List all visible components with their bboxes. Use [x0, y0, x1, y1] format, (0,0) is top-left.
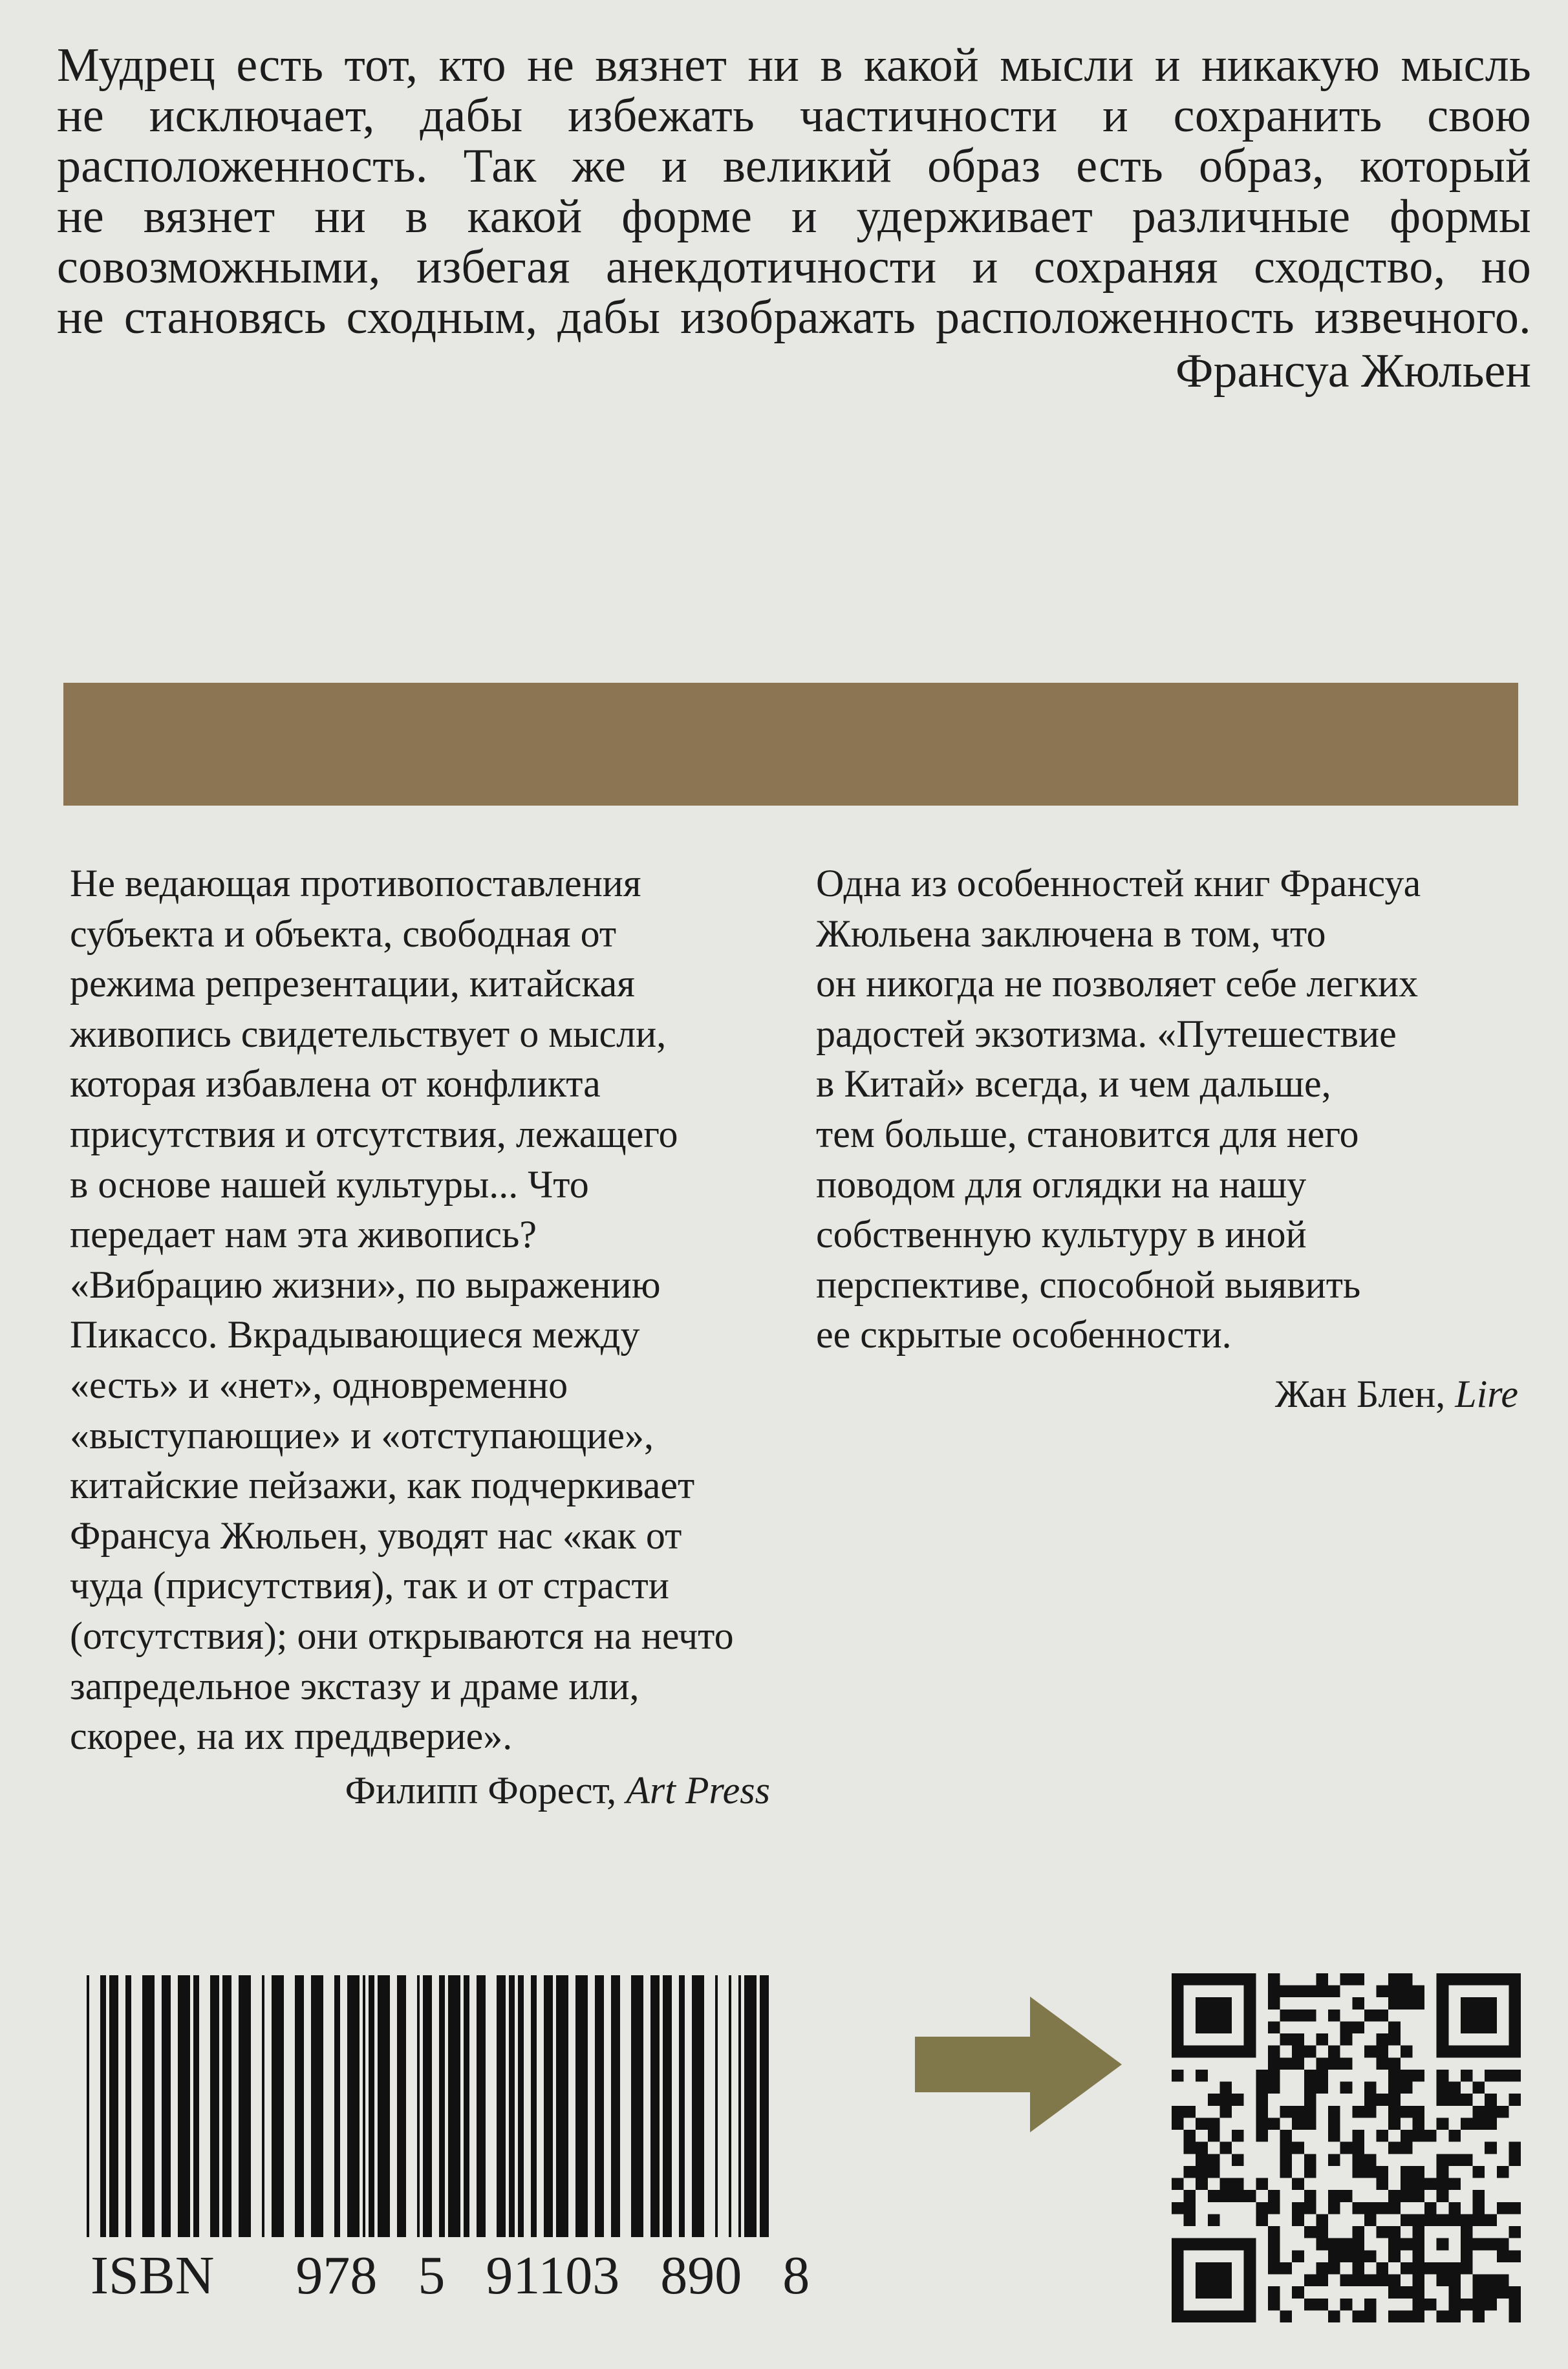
top-quote-author: Франсуа Жюльен	[1175, 345, 1531, 398]
top-quote-line: Мудрец есть тот, кто не вязнет ни в какой мысли и никакую мысль	[57, 39, 1531, 92]
arrow-right-icon	[915, 1997, 1122, 2132]
left-review-line: «Вибрацию жизни», по выражению	[70, 1263, 661, 1306]
top-quote-line: расположенность. Так же и великий образ есть образ, который	[57, 140, 1531, 193]
isbn-line	[91, 2244, 810, 2308]
top-quote-line: не вязнет ни в какой форме и удерживает различные формы	[57, 190, 1531, 243]
isbn-label: ISBN	[91, 2246, 215, 2306]
left-review-author-source: Art Press	[626, 1768, 770, 1812]
qr-code-icon	[1172, 1973, 1521, 2322]
right-review-line: Одна из особенностей книг Франсуа	[816, 862, 1421, 905]
right-review-line: поводом для оглядки на нашу	[816, 1163, 1307, 1206]
right-review-author	[816, 1368, 1518, 1420]
right-review	[816, 859, 1518, 1420]
left-review-line: режима репрезентации, китайская	[70, 962, 635, 1005]
left-review-line: чуда (присутствия), так и от страсти	[70, 1564, 669, 1607]
barcode-icon	[83, 1975, 771, 2237]
left-review	[70, 859, 768, 1816]
right-review-author-source: Lire	[1455, 1372, 1518, 1415]
right-review-line: собственную культуру в иной	[816, 1213, 1307, 1256]
left-review-line: в основе нашей культуры... Что	[70, 1163, 589, 1206]
left-review-line: присутствия и отсутствия, лежащего	[70, 1112, 678, 1155]
left-review-line: передает нам эта живопись?	[70, 1213, 537, 1256]
left-review-line: китайские пейзажи, как подчеркивает	[70, 1464, 695, 1507]
top-quote-line: совозможными, избегая анекдотичности и сохраняя сходство, но	[57, 241, 1531, 294]
right-review-line: радостей экзотизма. «Путешествие	[816, 1012, 1397, 1055]
left-review-line: (отсутствия); они открываются на нечто	[70, 1614, 734, 1657]
top-quote-line: не исключает, дабы избежать частичности и сохранить свою	[57, 89, 1531, 142]
left-review-line: живопись свидетельствует о мысли,	[70, 1012, 667, 1055]
isbn-number: 978 5 91103 890 8	[295, 2246, 810, 2306]
right-review-line: в Китай» всегда, и чем дальше,	[816, 1062, 1331, 1106]
right-review-line: тем больше, становится для него	[816, 1112, 1359, 1155]
right-review-line: ее скрытые особенности.	[816, 1313, 1232, 1356]
right-review-line: Жюльена заключена в том, что	[816, 912, 1326, 955]
left-review-line: «выступающие» и «отступающие»,	[70, 1413, 654, 1457]
left-review-author	[70, 1764, 770, 1816]
left-review-line: Франсуа Жюльен, уводят нас «как от	[70, 1514, 682, 1557]
left-review-line: скорее, на их преддверие».	[70, 1715, 513, 1758]
left-review-line: Не ведающая противопоставления	[70, 862, 641, 905]
left-review-author-name: Филипп Форест,	[345, 1768, 627, 1812]
left-review-line: которая избавлена от конфликта	[70, 1062, 601, 1106]
left-review-line: «есть» и «нет», одновременно	[70, 1363, 568, 1406]
left-review-line: Пикассо. Вкрадывающиеся между	[70, 1313, 640, 1356]
top-quote	[57, 40, 1531, 398]
left-review-line: субъекта и объекта, свободная от	[70, 912, 617, 955]
right-review-line: он никогда не позволяет себе легких	[816, 962, 1419, 1005]
right-review-author-name: Жан Блен,	[1274, 1372, 1455, 1415]
left-review-line: запредельное экстазу и драме или,	[70, 1664, 639, 1708]
top-quote-line: не становясь сходным, дабы изображать расположенность извечного.	[57, 291, 1531, 344]
decorative-band	[63, 683, 1518, 806]
right-review-line: перспективе, способной выявить	[816, 1263, 1361, 1306]
